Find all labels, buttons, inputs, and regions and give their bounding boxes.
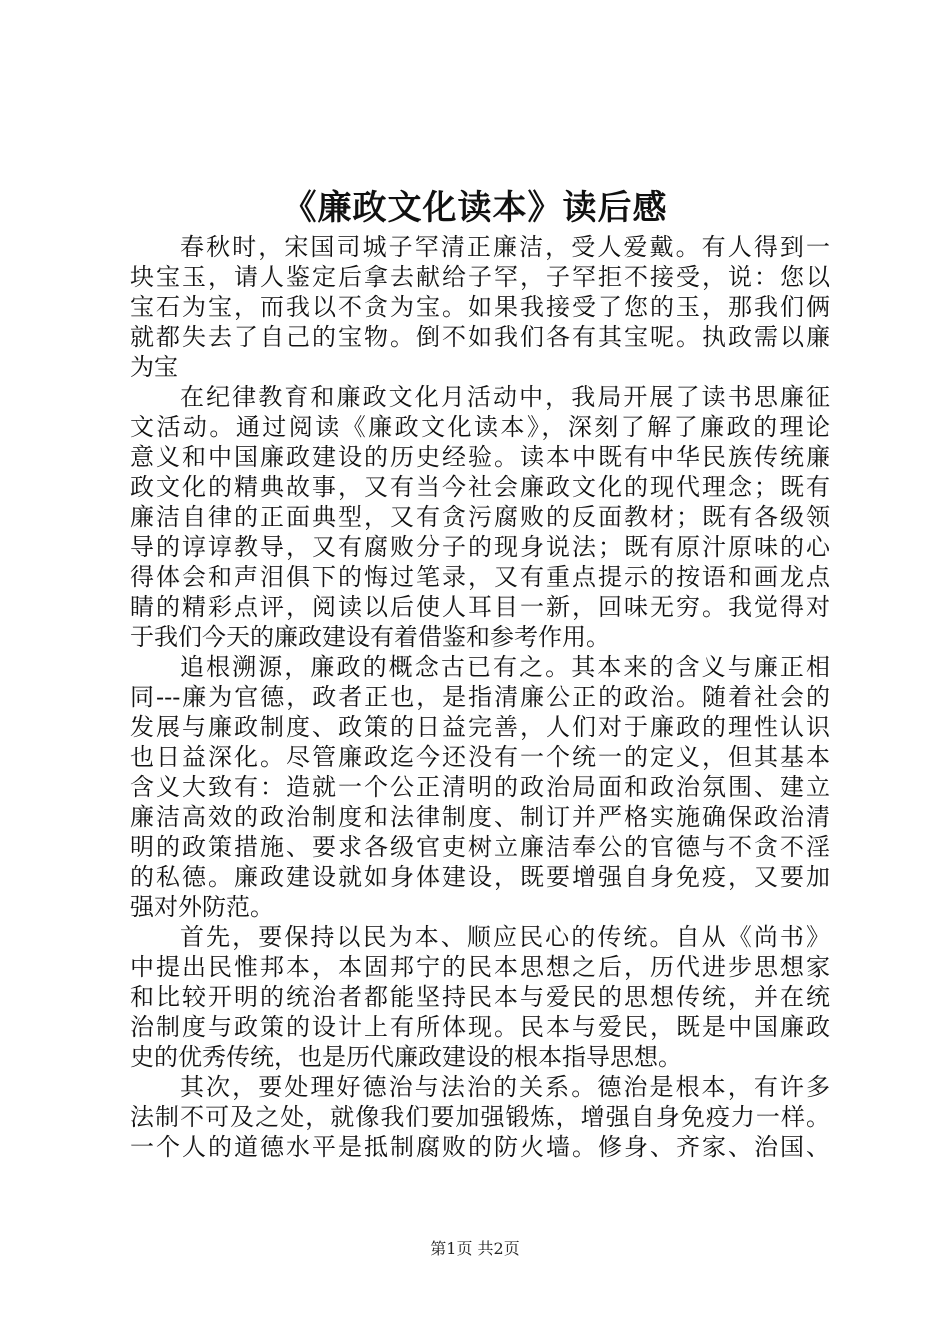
text-line: 史的优秀传统，也是历代廉政建设的根本指导思想。 <box>130 1043 682 1071</box>
text-line: 强对外防范。 <box>130 893 274 921</box>
text-line: 的私德。廉政建设就如身体建设，既要增强自身免疫，又要加 <box>130 863 830 891</box>
text-line: 文活动。通过阅读《廉政文化读本》，深刻了解了廉政的理论 <box>130 413 830 441</box>
text-line: 春秋时，宋国司城子罕清正廉洁，受人爱戴。有人得到一 <box>180 233 830 261</box>
text-line: 为宝 <box>130 353 178 381</box>
text-line: 追根溯源，廉政的概念古已有之。其本来的含义与廉正相 <box>180 653 830 681</box>
text-line: 含义大致有：造就一个公正清明的政治局面和政治氛围、建立 <box>130 773 830 801</box>
text-line: 得体会和声泪俱下的悔过笔录，又有重点提示的按语和画龙点 <box>130 563 830 591</box>
text-line: 在纪律教育和廉政文化月活动中，我局开展了读书思廉征 <box>180 383 830 411</box>
text-line: 同---廉为官德，政者正也，是指清廉公正的政治。随着社会的 <box>130 683 830 711</box>
text-line: 发展与廉政制度、政策的日益完善，人们对于廉政的理性认识 <box>130 713 830 741</box>
text-line: 于我们今天的廉政建设有着借鉴和参考作用。 <box>130 623 610 651</box>
text-line: 治制度与政策的设计上有所体现。民本与爱民，既是中国廉政 <box>130 1013 830 1041</box>
document-title: 《廉政文化读本》读后感 <box>282 188 668 228</box>
text-line: 廉洁自律的正面典型，又有贪污腐败的反面教材；既有各级领 <box>130 503 830 531</box>
text-line: 中提出民惟邦本，本固邦宁的民本思想之后，历代进步思想家 <box>130 953 830 981</box>
text-line: 法制不可及之处，就像我们要加强锻炼，增强自身免疫力一样。 <box>130 1103 830 1131</box>
text-line: 导的谆谆教导，又有腐败分子的现身说法；既有原汁原味的心 <box>130 533 830 561</box>
text-line: 也日益深化。尽管廉政迄今还没有一个统一的定义，但其基本 <box>130 743 830 771</box>
text-line: 首先，要保持以民为本、顺应民心的传统。自从《尚书》 <box>180 923 830 951</box>
page-footer: 第1页 共2页 <box>430 1239 520 1258</box>
text-line: 其次，要处理好德治与法治的关系。德治是根本，有许多 <box>180 1073 830 1101</box>
text-line: 意义和中国廉政建设的历史经验。读本中既有中华民族传统廉 <box>130 443 830 471</box>
text-line: 廉洁高效的政治制度和法律制度、制订并严格实施确保政治清 <box>130 803 830 831</box>
text-line: 政文化的精典故事，又有当今社会廉政文化的现代理念；既有 <box>130 473 830 501</box>
text-line: 明的政策措施、要求各级官吏树立廉洁奉公的官德与不贪不淫 <box>130 833 830 861</box>
text-line: 块宝玉，请人鉴定后拿去献给子罕，子罕拒不接受，说：您以 <box>130 263 830 291</box>
text-line: 宝石为宝，而我以不贪为宝。如果我接受了您的玉，那我们俩 <box>130 293 830 321</box>
text-line: 就都失去了自己的宝物。倒不如我们各有其宝呢。执政需以廉 <box>130 323 830 351</box>
text-line: 睛的精彩点评，阅读以后使人耳目一新，回味无穷。我觉得对 <box>130 593 830 621</box>
text-line: 和比较开明的统治者都能坚持民本与爱民的思想传统，并在统 <box>130 983 830 1011</box>
text-line: 一个人的道德水平是抵制腐败的防火墙。修身、齐家、治国、 <box>130 1133 830 1161</box>
document-body <box>130 232 830 1162</box>
